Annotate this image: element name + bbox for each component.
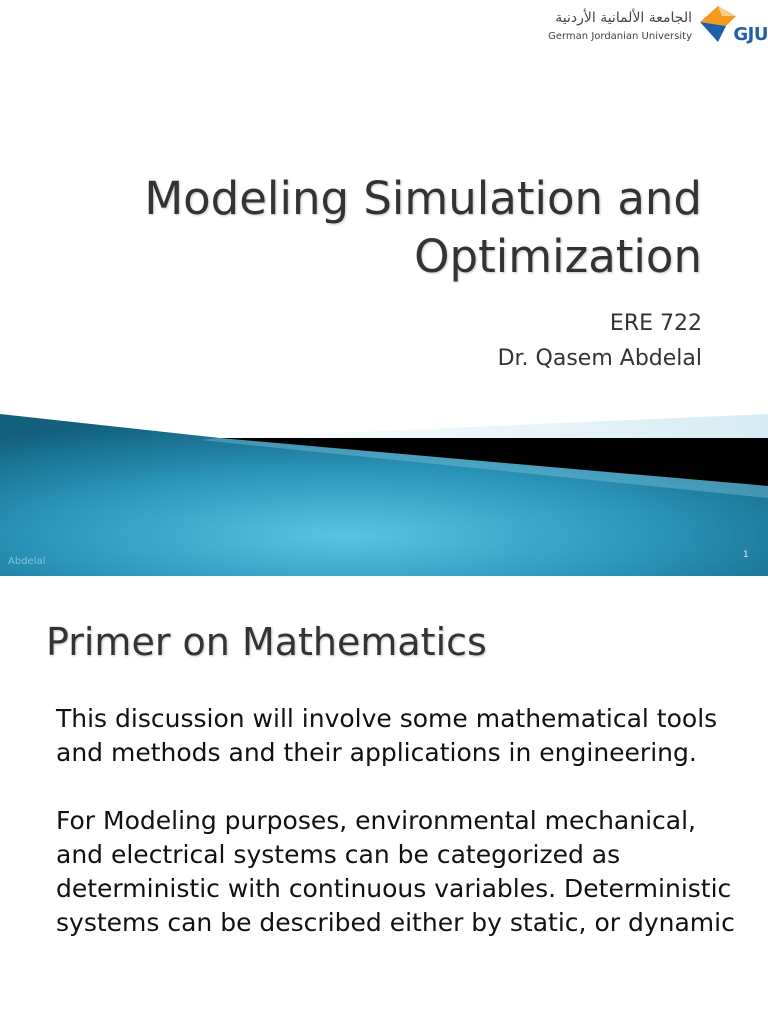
logo-english-name: German Jordanian University (548, 31, 692, 42)
course-code: ERE 722 (609, 311, 702, 336)
slide-number: 1 (743, 550, 749, 560)
footer-author: Abdelal (8, 556, 46, 567)
instructor-name: Dr. Qasem Abdelal (497, 346, 702, 371)
logo-arabic-name: الجامعة الألمانية الأردنية (555, 10, 692, 26)
slide-heading: Primer on Mathematics (46, 620, 487, 664)
decorative-swoosh-banner (0, 414, 768, 576)
body-paragraph: This discussion will involve some mathematical tools and methods and their applications in engineering. (56, 704, 718, 767)
logo-abbreviation: GJU (733, 24, 768, 45)
body-paragraph: For Modeling purposes, environmental mechanical, and electrical systems can be categorized as deterministic with continuous variables. Deterministic systems can be described either by static, or dynamic (56, 806, 735, 937)
slide-body (56, 702, 736, 974)
slide-title: Modeling Simulation and Optimization (144, 172, 702, 283)
university-logo (488, 0, 768, 50)
content-slide (0, 588, 768, 1024)
slide-subtitle (498, 306, 702, 376)
slide-separator (0, 576, 768, 588)
